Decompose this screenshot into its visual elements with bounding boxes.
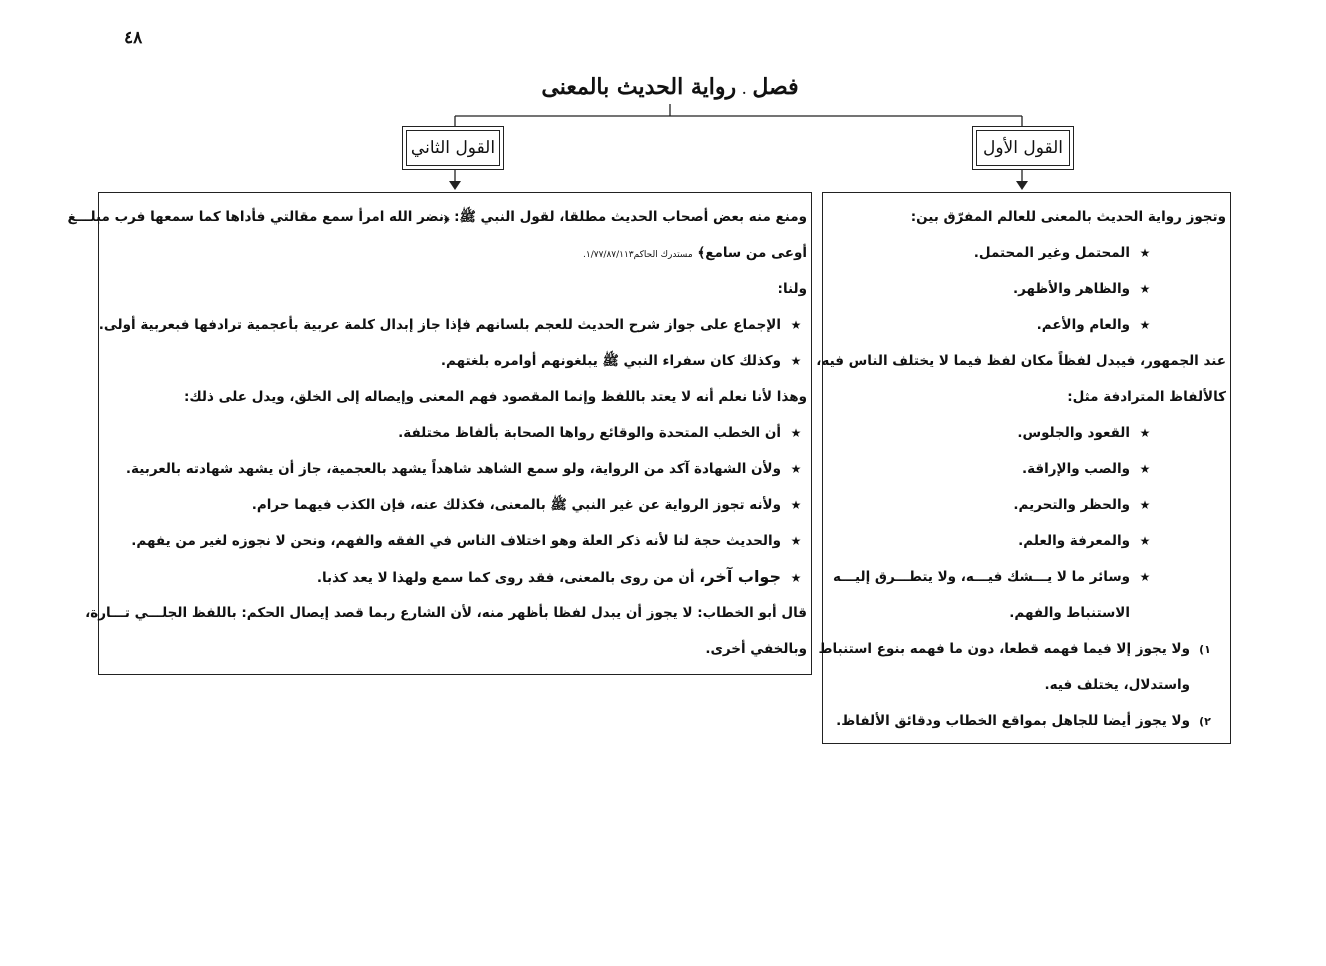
star-icon: ★ [790, 534, 802, 548]
star-icon: ★ [1139, 570, 1151, 584]
numbered-item [818, 631, 1220, 667]
line-text: كالألفاظ المترادفة مثل: [1067, 389, 1226, 405]
list-item [823, 523, 1160, 559]
second-opinion-label-box [402, 126, 504, 170]
star-icon: ★ [790, 498, 802, 512]
line-text: ولنا: [777, 281, 807, 297]
line-text: ولأن الشهادة آكد من الرواية، ولو سمع الشاهد شاهداً يشهد بالعجمية، جاز أن يشهد شهادته بالعربية. [125, 461, 781, 477]
star-icon: ★ [790, 571, 802, 585]
text-line [99, 235, 807, 271]
line-lead: جواب آخر، [699, 567, 781, 586]
line-text: القعود والجلوس. [1017, 425, 1130, 441]
line-text: وكذلك كان سفراء النبي ﷺ يبلغونهم أوامره بلغتهم. [440, 353, 781, 369]
line-text: وهذا لأنا نعلم أنه لا يعتد باللفظ وإنما المقصود فهم المعنى وإيصاله إلى الخلق، ويدل على ذلك: [183, 389, 807, 405]
list-item [99, 451, 811, 487]
star-icon: ★ [1139, 246, 1151, 260]
text-line [823, 379, 1226, 415]
title-section-word: فصل [752, 74, 799, 100]
line-text: وتجوز رواية الحديث بالمعنى للعالم المفرّق بين: [910, 209, 1226, 225]
item-number: ١) [1199, 643, 1211, 656]
line-text: وسائر ما لا يـــشك فيـــه، ولا يتطـــرق إليـــه [832, 569, 1130, 585]
star-icon: ★ [790, 426, 802, 440]
list-item [823, 559, 1160, 595]
list-item [823, 451, 1160, 487]
text-line [99, 271, 807, 307]
text-line [67, 199, 807, 235]
list-item [99, 559, 811, 595]
right-arrow-head [1016, 181, 1028, 190]
star-icon: ★ [790, 318, 802, 332]
line-text: والعام والأعم. [1036, 317, 1130, 333]
line-text: عند الجمهور، فيبدل لفظاً مكان لفظ فيما لا يختلف الناس فيه، [816, 353, 1226, 369]
line-text: والصب والإراقة. [1021, 461, 1130, 477]
line-text: ولأنه تجوز الرواية عن غير النبي ﷺ بالمعنى، فكذلك عنه، فإن الكذب فيهما حرام. [251, 497, 781, 513]
title-separator: . [742, 83, 747, 97]
line-text: أن الخطب المتحدة والوقائع رواها الصحابة بألفاظ مختلفة. [398, 425, 781, 441]
star-icon: ★ [1139, 318, 1151, 332]
text-line [823, 667, 1190, 703]
star-icon: ★ [1139, 534, 1151, 548]
line-text: أوعى من سامع﴾ [697, 245, 807, 261]
left-arrow-head [449, 181, 461, 190]
line-text: المحتمل وغير المحتمل. [973, 245, 1130, 261]
line-text: الاستنباط والفهم. [1009, 605, 1130, 621]
text-line [816, 343, 1226, 379]
text-line [823, 595, 1130, 631]
line-text: ولا يجوز أيضا للجاهل بمواقع الخطاب ودقائق الألفاظ. [836, 713, 1190, 729]
second-opinion-label: القول الثاني [406, 130, 500, 166]
first-opinion-label: القول الأول [976, 130, 1070, 166]
line-text: ولا يجوز إلا فيما فهمه قطعا، دون ما فهمه بنوع استنباط [818, 641, 1190, 657]
line-text: قال أبو الخطاب: لا يجوز أن يبدل لفظا بأظهر منه، لأن الشارع ربما قصد إيصال الحكم: باللفظ الجلـــي تـــارة، [85, 605, 807, 621]
second-opinion-panel [67, 192, 812, 675]
list-item [823, 307, 1160, 343]
list-item [99, 343, 811, 379]
list-item [99, 307, 811, 343]
line-text: الإجماع على جواز شرح الحديث للعجم بلسانهم فإذا جاز إبدال كلمة عربية بأعجمية ترادفها فبعربية أولى. [98, 317, 781, 333]
star-icon: ★ [1139, 498, 1151, 512]
star-icon: ★ [1139, 426, 1151, 440]
line-text: واستدلال، يختلف فيه. [1044, 677, 1190, 693]
line-text: ومنع منه بعض أصحاب الحديث مطلقا، لقول النبي ﷺ: ﴿نضر الله امرأ سمع مقالتي فأداها كما سمعها فرب مبلـــغ [67, 209, 807, 225]
text-line [99, 631, 807, 667]
item-number: ٢) [1199, 715, 1211, 728]
line-text: والمعرفة والعلم. [1018, 533, 1130, 549]
text-line [99, 379, 807, 415]
star-icon: ★ [790, 354, 802, 368]
line-text: والحديث حجة لنا لأنه ذكر العلة وهو اختلاف الناس في الفقه والفهم، ونحن لا نجوزه لغير من يفهم. [131, 533, 781, 549]
title-topic: رواية الحديث بالمعنى [541, 74, 737, 100]
first-opinion-label-box [972, 126, 1074, 170]
line-text: أن من روى بالمعنى، فقد روى كما سمع ولهذا لا يعد كذبا. [316, 570, 700, 586]
line-text: وبالخفي أخرى. [705, 641, 807, 657]
star-icon: ★ [790, 462, 802, 476]
list-item [99, 523, 811, 559]
line-text: والحظر والتحريم. [1013, 497, 1130, 513]
text-line [823, 199, 1226, 235]
list-item [823, 487, 1160, 523]
list-item [99, 415, 811, 451]
line-text: والظاهر والأظهر. [1013, 281, 1130, 297]
first-opinion-panel [816, 192, 1231, 744]
list-item [823, 415, 1160, 451]
hadith-reference: مستدرك الحاكم١/٧٧/٨٧/١١٣. [583, 250, 693, 260]
star-icon: ★ [1139, 282, 1151, 296]
numbered-item [823, 703, 1220, 739]
star-icon: ★ [1139, 462, 1151, 476]
list-item [99, 487, 811, 523]
text-line [85, 595, 807, 631]
list-item [823, 271, 1160, 307]
page-number: ٤٨ [124, 28, 143, 48]
list-item [823, 235, 1160, 271]
